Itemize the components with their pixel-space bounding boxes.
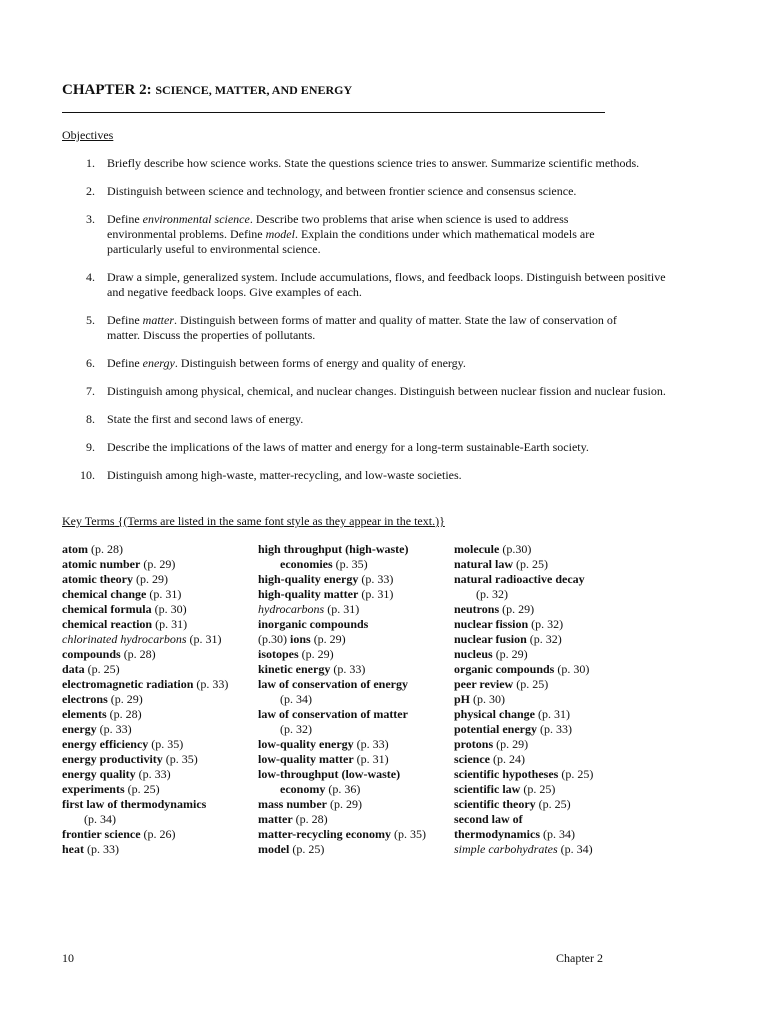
key-term-word: nucleus [454, 647, 493, 661]
key-term-page: (p. 31) [152, 617, 188, 631]
key-terms-title: Key Terms [62, 514, 115, 528]
key-terms-column-2 [258, 542, 448, 857]
key-terms-column-3 [454, 542, 644, 857]
key-term [258, 797, 448, 812]
key-term [454, 647, 644, 662]
key-term [454, 692, 644, 707]
key-term-page: (p. 31) [358, 587, 394, 601]
key-term [258, 752, 448, 767]
key-term [258, 617, 448, 632]
key-term [258, 767, 448, 782]
key-term [454, 602, 644, 617]
key-term-page: (p. 28) [120, 647, 156, 661]
key-term [62, 782, 252, 797]
key-term-word: energy quality [62, 767, 136, 781]
key-term [62, 572, 252, 587]
chapter-label: CHAPTER 2: [62, 82, 152, 98]
key-term [258, 812, 448, 827]
key-term-page: (p. 35) [390, 827, 426, 841]
key-term-word: experiments [62, 782, 125, 796]
objective-number: 3. [86, 212, 95, 226]
key-term-page: (p. 35) [162, 752, 198, 766]
key-term-word: chemical reaction [62, 617, 153, 631]
key-term-page: (p. 25) [513, 677, 549, 691]
key-term [62, 707, 252, 722]
key-term-word: natural law [454, 557, 514, 571]
key-term-word: neutrons [454, 602, 500, 616]
key-term-word: elements [62, 707, 107, 721]
key-term [62, 737, 252, 752]
key-term [258, 842, 448, 857]
key-term [62, 632, 252, 647]
objective-number: 8. [86, 412, 95, 426]
key-term [62, 647, 252, 662]
chapter-title: SCIENCE, MATTER, AND ENERGY [155, 83, 353, 97]
key-term-page: (p. 31) [324, 602, 360, 616]
key-term-word: low-quality energy [258, 737, 354, 751]
key-term-page: (p. 25) [558, 767, 594, 781]
key-term-page: (p. 26) [140, 827, 176, 841]
key-term-page: (p. 24) [489, 752, 525, 766]
objective-number: 6. [86, 356, 95, 370]
key-terms-note: {(Terms are listed in the same font style as they appear in the text.)} [114, 514, 445, 528]
key-term-page: (p. 29) [493, 737, 529, 751]
key-term-page: (p. 36) [325, 782, 361, 796]
key-term-word: atom [62, 542, 88, 556]
key-term-page: (p.30) [499, 542, 532, 556]
key-term [258, 572, 448, 587]
key-term-word: energy productivity [62, 752, 163, 766]
key-term-word: heat [62, 842, 84, 856]
key-term-word: electrons [62, 692, 108, 706]
header-rule [62, 112, 605, 113]
key-term-page: (p. 32) [476, 587, 508, 601]
key-term-word: simple carbohydrates [454, 842, 558, 856]
key-term [258, 737, 448, 752]
key-term-page: (p. 31) [146, 587, 182, 601]
key-term [454, 632, 644, 647]
key-term-word: chemical change [62, 587, 147, 601]
key-term [62, 767, 252, 782]
key-term-page: (p. 33) [537, 722, 572, 736]
key-term [454, 767, 644, 782]
objective-text: Define environmental science. Describe two problems that arise when science is used to address environmental problems. Define model. Explain the conditions under which mathematical models are particularly useful to environmental science. [107, 212, 595, 256]
key-term-word: thermodynamics [454, 827, 540, 841]
chapter-heading [62, 83, 352, 98]
key-term-page: (p. 28) [106, 707, 142, 721]
objective-item [62, 212, 702, 257]
objective-text: Distinguish among physical, chemical, and nuclear changes. Distinguish between nuclear fission and nuclear fusion. [107, 384, 666, 398]
key-term-word: matter-recycling economy [258, 827, 391, 841]
key-term-page: (p. 31) [353, 752, 389, 766]
key-term-word: high-quality matter [258, 587, 359, 601]
key-term-page: (p. 29) [107, 692, 143, 706]
key-term: (p.30) ions (p. 29) [258, 632, 346, 646]
key-terms-column-1 [62, 542, 252, 857]
objective-number: 7. [86, 384, 95, 398]
key-term-page: (p. 33) [353, 737, 389, 751]
key-term-word: mass number [258, 797, 328, 811]
key-term-page: (p. 29) [140, 557, 176, 571]
key-term-page: (p. 28) [88, 542, 123, 556]
key-term-page: (p. 35) [148, 737, 184, 751]
key-term-word: low-throughput (low-waste) [258, 767, 401, 781]
key-term-word: isotopes [258, 647, 299, 661]
key-term-word: low-quality matter [258, 752, 354, 766]
key-term-page: (p. 31) [186, 632, 222, 646]
key-term-page: (p. 28) [292, 812, 328, 826]
key-term-word: frontier science [62, 827, 141, 841]
key-term-word: law of conservation of energy [258, 677, 408, 691]
objective-item [62, 184, 702, 199]
key-term-word: atomic number [62, 557, 141, 571]
key-term-page: (p. 30) [554, 662, 590, 676]
key-term-page: (p. 32) [280, 722, 312, 736]
key-term-page: (p. 29) [132, 572, 168, 586]
key-term-page: (p. 29) [492, 647, 528, 661]
key-term-word: chemical formula [62, 602, 152, 616]
key-term [62, 617, 252, 632]
objective-text: Define matter. Distinguish between forms of matter and quality of matter. State the law of conservation of matter. Discuss the properties of pollutants. [107, 313, 617, 342]
key-term [454, 587, 644, 602]
objective-item [62, 412, 702, 427]
objectives-list [62, 156, 702, 496]
key-term-word: economies [280, 557, 333, 571]
objective-number: 2. [86, 184, 95, 198]
key-term-word: scientific law [454, 782, 521, 796]
key-term [454, 752, 644, 767]
key-term-word: nuclear fission [454, 617, 529, 631]
key-term-page: (p. 25) [535, 797, 571, 811]
key-term-word: molecule [454, 542, 500, 556]
key-term-page: (p. 34) [84, 812, 116, 826]
key-term [258, 542, 448, 557]
key-term-word: potential energy [454, 722, 537, 736]
key-term-word: data [62, 662, 85, 676]
key-term-page: (p. 35) [332, 557, 368, 571]
key-term-page: (p. 30) [151, 602, 187, 616]
key-term-word: nuclear fusion [454, 632, 527, 646]
key-term-word: energy efficiency [62, 737, 149, 751]
key-term [62, 662, 252, 677]
key-term-word: second law of [454, 812, 523, 826]
key-term-word: economy [280, 782, 326, 796]
key-term [258, 647, 448, 662]
key-term [62, 827, 252, 842]
key-term [62, 797, 252, 812]
key-term-page: (p. 32) [528, 617, 564, 631]
key-term-page: (p. 29) [327, 797, 363, 811]
key-term-word: chlorinated hydrocarbons [62, 632, 187, 646]
key-term-page: (p. 30) [470, 692, 506, 706]
key-term-page: (p. 33) [84, 842, 119, 856]
key-term [258, 707, 448, 722]
key-term [258, 602, 448, 617]
footer-chapter: Chapter 2 [556, 951, 603, 965]
key-term-page: (p. 34) [280, 692, 312, 706]
objective-text: State the first and second laws of energy. [107, 412, 304, 426]
key-term [454, 842, 644, 857]
key-term-word: energy [62, 722, 97, 736]
key-term-page: (p. 34) [557, 842, 593, 856]
key-term-word: pH [454, 692, 471, 706]
key-term-page: (p. 29) [499, 602, 535, 616]
key-term [258, 677, 448, 692]
key-term-word: atomic theory [62, 572, 133, 586]
objective-number: 5. [86, 313, 95, 327]
key-term [454, 572, 644, 587]
page-number: 10 [62, 951, 74, 965]
key-term [62, 812, 252, 827]
objectives-title: Objectives [62, 128, 114, 142]
objective-number: 10. [80, 468, 95, 482]
key-term [454, 737, 644, 752]
key-term [454, 797, 644, 812]
key-term-word: science [454, 752, 490, 766]
objective-text: Distinguish among high-waste, matter-recycling, and low-waste societies. [107, 468, 462, 482]
key-term [258, 782, 448, 797]
objective-item [62, 384, 702, 399]
key-term [258, 662, 448, 677]
key-term [454, 827, 644, 842]
key-term [62, 722, 252, 737]
key-term-word: organic compounds [454, 662, 555, 676]
key-term [62, 752, 252, 767]
key-term-word: model [258, 842, 290, 856]
objective-number: 9. [86, 440, 95, 454]
objective-text: Define energy. Distinguish between forms of energy and quality of energy. [107, 356, 466, 370]
objective-item [62, 440, 702, 455]
objective-text: Draw a simple, generalized system. Include accumulations, flows, and feedback loops. Distinguish between positive and negative feedback loops. Give examples of each. [107, 270, 666, 299]
key-term [258, 827, 448, 842]
key-term [454, 542, 644, 557]
key-term-word: compounds [62, 647, 121, 661]
key-term-word: ions [290, 632, 311, 646]
objective-item [62, 270, 702, 300]
key-term [454, 557, 644, 572]
objective-number: 1. [86, 156, 95, 170]
objective-item [62, 468, 702, 483]
key-term-word: natural radioactive decay [454, 572, 585, 586]
key-term-page: (p. 25) [513, 557, 549, 571]
key-term-word: scientific hypotheses [454, 767, 559, 781]
objective-text: Distinguish between science and technology, and between frontier science and consensus science. [107, 184, 577, 198]
objective-text: Briefly describe how science works. State the questions science tries to answer. Summarize scientific methods. [107, 156, 640, 170]
key-term-page: (p. 33) [96, 722, 132, 736]
key-term-word: high throughput (high-waste) [258, 542, 409, 556]
key-term [454, 707, 644, 722]
key-term [62, 557, 252, 572]
key-term-word: electromagnetic radiation [62, 677, 194, 691]
key-term [454, 782, 644, 797]
key-term [62, 542, 252, 557]
key-term-word: protons [454, 737, 494, 751]
key-term [258, 587, 448, 602]
key-term-page: (p. 34) [540, 827, 575, 841]
key-terms-heading [62, 514, 445, 529]
key-term [258, 557, 448, 572]
key-term-page: (p. 32) [526, 632, 562, 646]
objective-item [62, 356, 702, 371]
key-term [62, 677, 252, 692]
key-term [258, 722, 448, 737]
key-term-page: (p. 29) [298, 647, 334, 661]
key-term [454, 812, 644, 827]
key-term [258, 692, 448, 707]
key-term [454, 722, 644, 737]
objective-item [62, 313, 702, 343]
key-term-page: (p. 33) [135, 767, 171, 781]
key-term [454, 617, 644, 632]
key-term [62, 692, 252, 707]
objective-number: 4. [86, 270, 95, 284]
key-term [454, 662, 644, 677]
key-term-page: (p. 33) [358, 572, 394, 586]
objective-text: Describe the implications of the laws of matter and energy for a long-term sustainable-Earth society. [107, 440, 589, 454]
key-term [62, 587, 252, 602]
key-term-page: (p. 31) [535, 707, 571, 721]
key-term [454, 677, 644, 692]
key-term-page: (p. 29) [310, 632, 346, 646]
key-term-page: (p. 25) [520, 782, 556, 796]
objective-item [62, 156, 702, 171]
key-term-word: high-quality energy [258, 572, 359, 586]
key-term-word: peer review [454, 677, 514, 691]
key-term-word: kinetic energy [258, 662, 331, 676]
key-term-page: (p. 25) [289, 842, 325, 856]
key-term-word: matter [258, 812, 293, 826]
key-term [62, 602, 252, 617]
key-term-word: scientific theory [454, 797, 536, 811]
key-term-word: hydrocarbons [258, 602, 325, 616]
key-term-page: (p. 33) [193, 677, 229, 691]
key-term-word: first law of thermodynamics [62, 797, 207, 811]
key-term-word: law of conservation of matter [258, 707, 408, 721]
key-term-word: physical change [454, 707, 536, 721]
key-term-page: (p. 25) [84, 662, 120, 676]
key-term-page: (p. 25) [124, 782, 160, 796]
key-term-page: (p. 33) [330, 662, 366, 676]
key-term-word: inorganic compounds [258, 617, 369, 631]
key-term [62, 842, 252, 857]
